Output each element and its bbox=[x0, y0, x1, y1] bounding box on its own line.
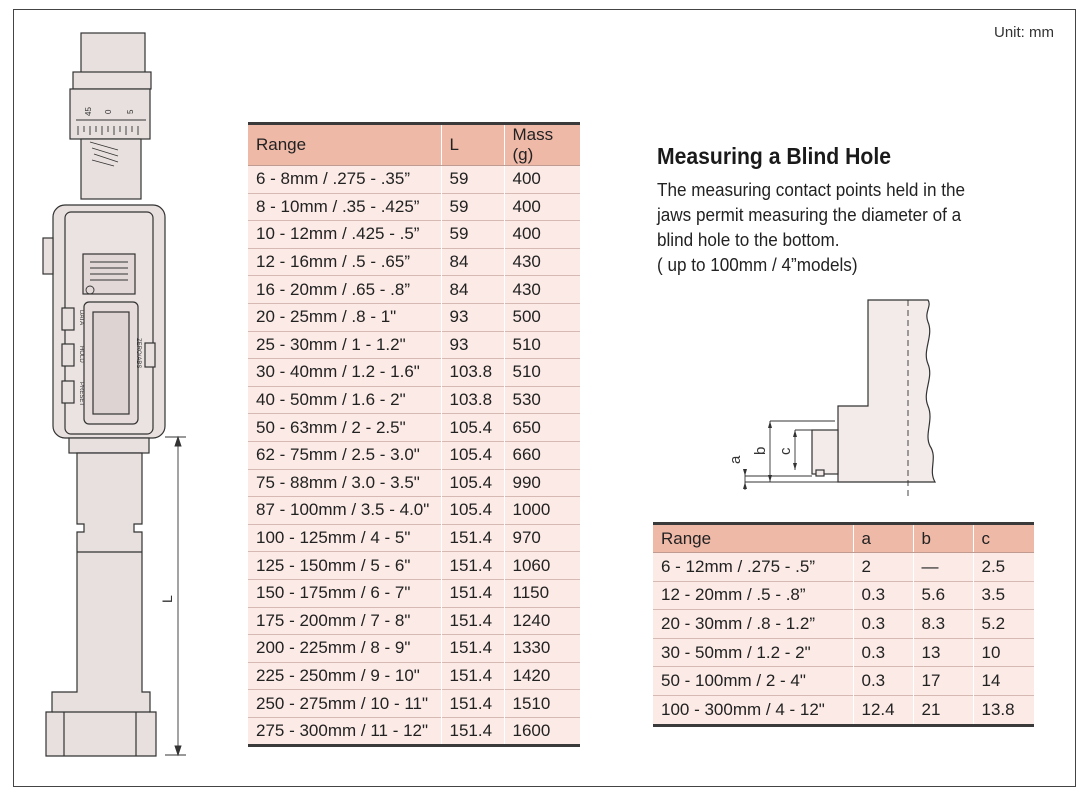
contact-tip bbox=[816, 470, 824, 476]
thimble-scale-5: 5 bbox=[126, 109, 135, 114]
table-cell: 151.4 bbox=[441, 635, 504, 663]
header-a: a bbox=[853, 524, 913, 553]
length-dimension-label: L bbox=[159, 595, 175, 603]
table-cell: 1150 bbox=[504, 579, 580, 607]
table-cell: 151.4 bbox=[441, 662, 504, 690]
table-cell: 1330 bbox=[504, 635, 580, 663]
blind-hole-heading: Measuring a Blind Hole bbox=[657, 143, 891, 169]
table-cell: 2.5 bbox=[973, 553, 1034, 582]
table-cell: 100 - 300mm / 4 - 12" bbox=[653, 695, 853, 725]
table-cell: — bbox=[913, 553, 973, 582]
header-mass: Mass (g) bbox=[504, 124, 580, 166]
data-button-label: DATA bbox=[78, 310, 84, 326]
table-cell: 151.4 bbox=[441, 717, 504, 746]
contact-point bbox=[812, 430, 838, 474]
table-cell: 84 bbox=[441, 248, 504, 276]
table-row bbox=[653, 581, 1034, 610]
table-cell: 25 - 30mm / 1 - 1.2" bbox=[248, 331, 441, 359]
table-cell: 430 bbox=[504, 276, 580, 304]
table-cell: 14 bbox=[973, 667, 1034, 696]
hold-button-label: HOLD bbox=[78, 346, 84, 363]
table-cell: 200 - 225mm / 8 - 9" bbox=[248, 635, 441, 663]
table-cell: 105.4 bbox=[441, 469, 504, 497]
table-cell: 530 bbox=[504, 386, 580, 414]
table-header-row bbox=[653, 524, 1034, 553]
table-cell: 12 - 20mm / .5 - .8” bbox=[653, 581, 853, 610]
table-cell: 510 bbox=[504, 331, 580, 359]
table-cell: 510 bbox=[504, 359, 580, 387]
table-cell: 8 - 10mm / .35 - .425” bbox=[248, 193, 441, 221]
table-cell: 10 - 12mm / .425 - .5” bbox=[248, 221, 441, 249]
table-cell: 21 bbox=[913, 695, 973, 725]
preset-button-label: PRESET bbox=[78, 382, 84, 407]
table-row bbox=[653, 695, 1034, 725]
table-cell: 105.4 bbox=[441, 441, 504, 469]
dimension-a-label: a bbox=[727, 455, 744, 464]
table-cell: 103.8 bbox=[441, 386, 504, 414]
table-row bbox=[653, 638, 1034, 667]
table-cell: 400 bbox=[504, 166, 580, 194]
header-c: c bbox=[973, 524, 1034, 553]
header-range: Range bbox=[653, 524, 853, 553]
table-cell: 30 - 50mm / 1.2 - 2" bbox=[653, 638, 853, 667]
thimble-scale-45: 45 bbox=[84, 107, 93, 116]
table-cell: 50 - 63mm / 2 - 2.5" bbox=[248, 414, 441, 442]
table-cell: 0.3 bbox=[853, 638, 913, 667]
dimension-b-label: b bbox=[752, 446, 769, 455]
table-cell: 3.5 bbox=[973, 581, 1034, 610]
blind-hole-table bbox=[653, 522, 1034, 727]
description-line: blind hole to the bottom. bbox=[657, 230, 840, 250]
table-cell: 0.3 bbox=[853, 667, 913, 696]
table-cell: 151.4 bbox=[441, 690, 504, 718]
table-cell: 75 - 88mm / 3.0 - 3.5" bbox=[248, 469, 441, 497]
table-cell: 5.2 bbox=[973, 610, 1034, 639]
description-line: jaws permit measuring the diameter of a bbox=[657, 205, 962, 225]
table-cell: 12.4 bbox=[853, 695, 913, 725]
table-cell: 62 - 75mm / 2.5 - 3.0" bbox=[248, 441, 441, 469]
header-b: b bbox=[913, 524, 973, 553]
table-cell: 175 - 200mm / 7 - 8" bbox=[248, 607, 441, 635]
header-length: L bbox=[441, 124, 504, 166]
table-cell: 84 bbox=[441, 276, 504, 304]
table-cell: 5.6 bbox=[913, 581, 973, 610]
table-cell: 40 - 50mm / 1.6 - 2" bbox=[248, 386, 441, 414]
table-cell: 6 - 12mm / .275 - .5” bbox=[653, 553, 853, 582]
table-cell: 250 - 275mm / 10 - 11" bbox=[248, 690, 441, 718]
table-cell: 16 - 20mm / .65 - .8” bbox=[248, 276, 441, 304]
table-cell: 970 bbox=[504, 524, 580, 552]
table-cell: 430 bbox=[504, 248, 580, 276]
table-cell: 93 bbox=[441, 331, 504, 359]
table-cell: 30 - 40mm / 1.2 - 1.6" bbox=[248, 359, 441, 387]
table-cell: 103.8 bbox=[441, 359, 504, 387]
zero-abs-button-label: ZERO/ABS bbox=[135, 338, 141, 369]
table-cell: 151.4 bbox=[441, 552, 504, 580]
table-cell: 275 - 300mm / 11 - 12" bbox=[248, 717, 441, 746]
table-cell: 660 bbox=[504, 441, 580, 469]
table-cell: 1600 bbox=[504, 717, 580, 746]
table-cell: 1000 bbox=[504, 497, 580, 525]
header-range: Range bbox=[248, 124, 441, 166]
table-cell: 20 - 30mm / .8 - 1.2” bbox=[653, 610, 853, 639]
table-cell: 59 bbox=[441, 221, 504, 249]
table-cell: 59 bbox=[441, 193, 504, 221]
table-cell: 8.3 bbox=[913, 610, 973, 639]
table-cell: 151.4 bbox=[441, 579, 504, 607]
bore-wall bbox=[838, 300, 935, 482]
table-cell: 1420 bbox=[504, 662, 580, 690]
table-cell: 6 - 8mm / .275 - .35” bbox=[248, 166, 441, 194]
table-cell: 400 bbox=[504, 221, 580, 249]
table-cell: 150 - 175mm / 6 - 7" bbox=[248, 579, 441, 607]
table-cell: 151.4 bbox=[441, 607, 504, 635]
table-row bbox=[653, 553, 1034, 582]
table-cell: 1060 bbox=[504, 552, 580, 580]
dimension-c-label: c bbox=[777, 447, 794, 455]
table-cell: 17 bbox=[913, 667, 973, 696]
table-cell: 10 bbox=[973, 638, 1034, 667]
description-line: ( up to 100mm / 4”models) bbox=[657, 255, 858, 275]
table-cell: 59 bbox=[441, 166, 504, 194]
table-row bbox=[653, 667, 1034, 696]
table-row bbox=[653, 610, 1034, 639]
table-cell: 650 bbox=[504, 414, 580, 442]
table-cell: 1240 bbox=[504, 607, 580, 635]
table-cell: 2 bbox=[853, 553, 913, 582]
table-cell: 0.3 bbox=[853, 610, 913, 639]
table-cell: 500 bbox=[504, 303, 580, 331]
description-line: The measuring contact points held in the bbox=[657, 180, 965, 200]
thimble-scale-0: 0 bbox=[104, 109, 113, 114]
table-cell: 125 - 150mm / 5 - 6" bbox=[248, 552, 441, 580]
table-cell: 20 - 25mm / .8 - 1" bbox=[248, 303, 441, 331]
table-cell: 13 bbox=[913, 638, 973, 667]
table-cell: 225 - 250mm / 9 - 10" bbox=[248, 662, 441, 690]
table-cell: 0.3 bbox=[853, 581, 913, 610]
table-cell: 400 bbox=[504, 193, 580, 221]
table-cell: 13.8 bbox=[973, 695, 1034, 725]
table-cell: 105.4 bbox=[441, 497, 504, 525]
table-cell: 93 bbox=[441, 303, 504, 331]
table-cell: 151.4 bbox=[441, 524, 504, 552]
table-cell: 105.4 bbox=[441, 414, 504, 442]
table-cell: 50 - 100mm / 2 - 4" bbox=[653, 667, 853, 696]
table-cell: 990 bbox=[504, 469, 580, 497]
unit-label: Unit: mm bbox=[994, 24, 1054, 41]
table-cell: 100 - 125mm / 4 - 5" bbox=[248, 524, 441, 552]
table-cell: 12 - 16mm / .5 - .65” bbox=[248, 248, 441, 276]
table-cell: 1510 bbox=[504, 690, 580, 718]
table-cell: 87 - 100mm / 3.5 - 4.0" bbox=[248, 497, 441, 525]
